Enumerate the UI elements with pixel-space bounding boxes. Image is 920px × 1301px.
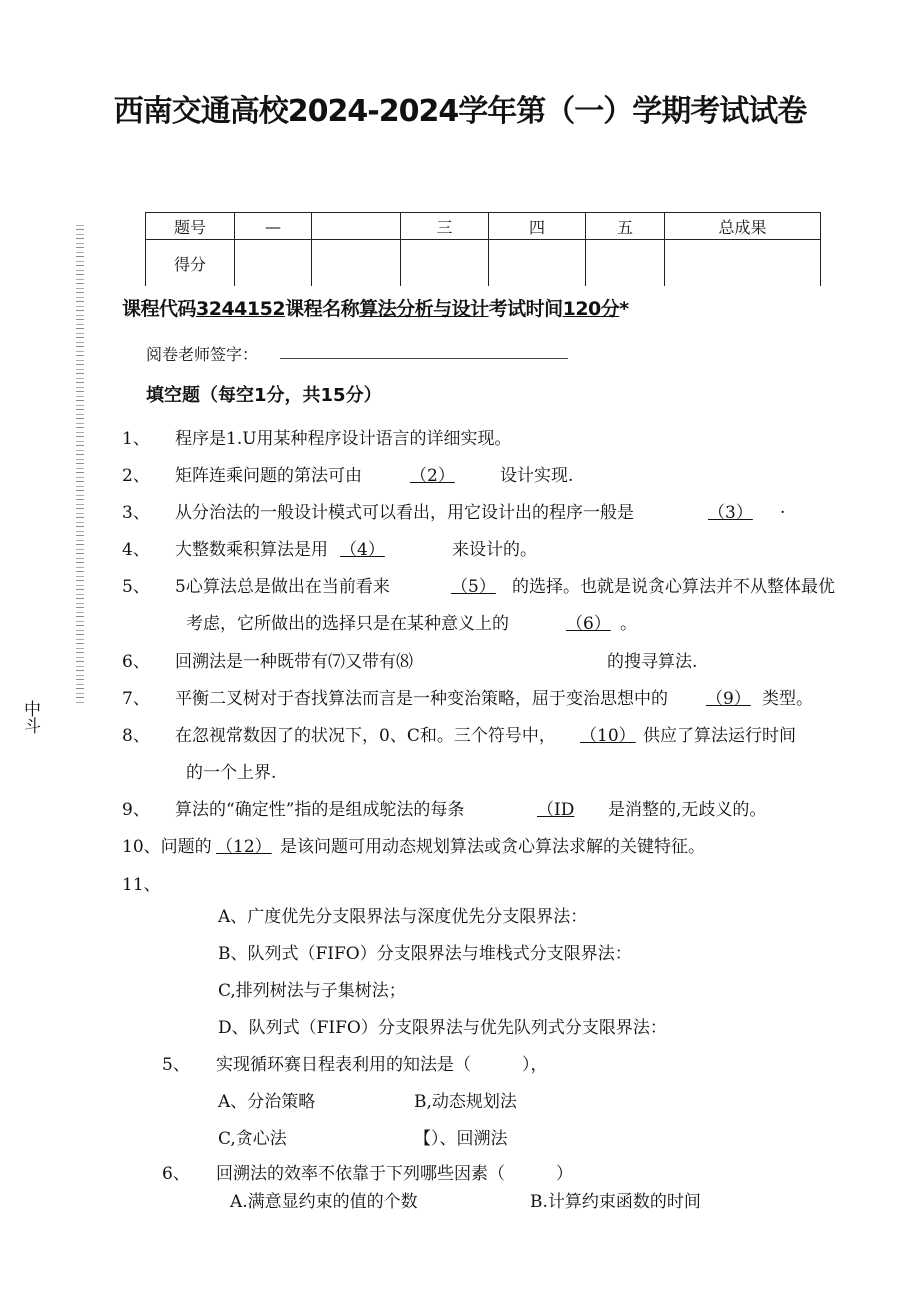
course-code-label: 课程代码 bbox=[122, 298, 197, 320]
question-text: 在忽视常数因了的状况下，0、C和。三个符号中， bbox=[175, 726, 556, 746]
exam-time-label: 考试时间 bbox=[488, 298, 563, 320]
score-cell[interactable] bbox=[489, 240, 586, 287]
option-item[interactable]: B.计算约束函数的时间 bbox=[530, 1192, 701, 1212]
option-item[interactable]: D、队列式（FIFO）分支限界法与优先队列式分支限界法： bbox=[218, 1018, 667, 1038]
question-number: 5、 bbox=[162, 1055, 190, 1075]
course-name: 算法分析与设计 bbox=[359, 298, 489, 320]
answer-blank[interactable]: （10） bbox=[580, 726, 636, 746]
answer-blank[interactable]: （ID bbox=[537, 800, 575, 820]
margin-note: 中斗 bbox=[20, 700, 40, 734]
score-header-cell: 三 bbox=[401, 213, 489, 240]
question-text: 的选择。也就是说贪心算法并不从整体最优 bbox=[512, 577, 835, 597]
option-item[interactable]: B、队列式（FIFO）分支限界法与堆栈式分支限界法： bbox=[218, 944, 632, 964]
question-text: 程序是1.U用某种程序设计语言的详细实现。 bbox=[175, 429, 512, 449]
question-text: 类型。 bbox=[762, 689, 813, 709]
answer-blank[interactable]: （9） bbox=[706, 689, 751, 709]
binding-margin-text bbox=[76, 225, 84, 705]
course-name-label: 课程名称 bbox=[285, 298, 360, 320]
question-text: 实现循环赛日程表利用的知法是（ ）， bbox=[216, 1055, 548, 1075]
signature-label: 阅卷老师签字： bbox=[146, 345, 259, 364]
answer-blank[interactable]: （3） bbox=[708, 503, 753, 523]
question-text: 考虑，它所做出的选择只是在某种意义上的 bbox=[186, 614, 509, 634]
option-item[interactable]: A.满意显约束的值的个数 bbox=[230, 1192, 418, 1212]
question-text: 5心算法总是做出在当前看来 bbox=[175, 577, 390, 597]
score-table-score-row bbox=[146, 240, 821, 287]
exam-time: 120分 bbox=[562, 298, 620, 320]
score-header-cell: — bbox=[235, 213, 312, 240]
question-text: 是该问题可用动态规划算法或贪心算法求解的关键特征。 bbox=[280, 837, 705, 857]
score-cell[interactable] bbox=[312, 240, 401, 287]
option-item[interactable]: 【）、回溯法 bbox=[414, 1129, 508, 1149]
question-text: 回溯法的效率不依靠于下列哪些因素（ ） bbox=[216, 1164, 573, 1184]
option-item[interactable]: C,排列树法与子集树法； bbox=[218, 981, 406, 1001]
question-number: 5、 bbox=[122, 577, 150, 597]
answer-blank[interactable]: （6） bbox=[566, 614, 611, 634]
signature-line[interactable] bbox=[280, 358, 568, 359]
question-number: 11、 bbox=[122, 875, 161, 895]
question-text: 的搜寻算法. bbox=[607, 652, 698, 672]
score-table-header-row bbox=[146, 213, 821, 240]
answer-blank[interactable]: （4） bbox=[340, 540, 385, 560]
score-cell[interactable] bbox=[401, 240, 489, 287]
question-number: 10、问题的 bbox=[122, 837, 212, 857]
score-header-cell: 题号 bbox=[146, 213, 235, 240]
question-text: 是消整的,无歧义的。 bbox=[608, 800, 767, 820]
question-text: 。 bbox=[620, 614, 637, 634]
score-cell[interactable] bbox=[235, 240, 312, 287]
question-number: 3、 bbox=[122, 503, 150, 523]
question-text: . bbox=[780, 498, 786, 518]
question-text: 回溯法是一种既带有⑺又带有⑻ bbox=[175, 652, 413, 672]
question-number: 9、 bbox=[122, 800, 150, 820]
question-number: 7、 bbox=[122, 689, 150, 709]
question-text: 供应了算法运行时间 bbox=[643, 726, 796, 746]
question-number: 6、 bbox=[162, 1164, 190, 1184]
question-text: 算法的“确定性”指的是组成鸵法的每条 bbox=[175, 800, 465, 820]
score-header-cell: 四 bbox=[489, 213, 586, 240]
option-item[interactable]: C,贪心法 bbox=[218, 1129, 287, 1149]
score-header-cell: 五 bbox=[586, 213, 665, 240]
score-row-label: 得分 bbox=[146, 240, 235, 287]
score-header-cell: 总成果 bbox=[665, 213, 821, 240]
answer-blank[interactable]: （2） bbox=[410, 466, 455, 486]
score-table bbox=[145, 212, 821, 286]
option-item[interactable]: B,动态规划法 bbox=[414, 1092, 517, 1112]
question-text: 的一个上界. bbox=[186, 763, 277, 783]
question-text: 矩阵连乘问题的第法可由 bbox=[175, 466, 362, 486]
question-number: 2、 bbox=[122, 466, 150, 486]
score-cell[interactable] bbox=[586, 240, 665, 287]
exam-title: 西南交通高校2024-2024学年第（一）学期考试试卷 bbox=[113, 94, 807, 129]
question-text: 从分治法的一般设计模式可以看出，用它设计出的程序一般是 bbox=[175, 503, 634, 523]
section-heading: 填空题（每空1分，共15分） bbox=[146, 385, 382, 406]
question-number: 1、 bbox=[122, 429, 150, 449]
option-item[interactable]: A、广度优先分支限界法与深度优先分支限界法： bbox=[218, 907, 588, 927]
question-number: 8、 bbox=[122, 726, 150, 746]
answer-blank[interactable]: （12） bbox=[216, 837, 272, 857]
question-text: 平衡二叉树对于杳找算法而言是一种变治策略，屈于变治思想中的 bbox=[175, 689, 668, 709]
question-text: 大整数乘积算法是用 bbox=[175, 540, 328, 560]
score-header-cell bbox=[312, 213, 401, 240]
question-text: 来设计的。 bbox=[452, 540, 537, 560]
question-number: 6、 bbox=[122, 652, 150, 672]
option-item[interactable]: A、分治策略 bbox=[218, 1092, 316, 1112]
question-text: 设计实现. bbox=[500, 466, 574, 486]
question-number: 4、 bbox=[122, 540, 150, 560]
course-code: 3244152 bbox=[196, 298, 286, 320]
answer-blank[interactable]: （5） bbox=[451, 577, 496, 597]
course-info bbox=[122, 294, 629, 321]
course-suffix: * bbox=[619, 298, 629, 320]
score-cell[interactable] bbox=[665, 240, 821, 287]
